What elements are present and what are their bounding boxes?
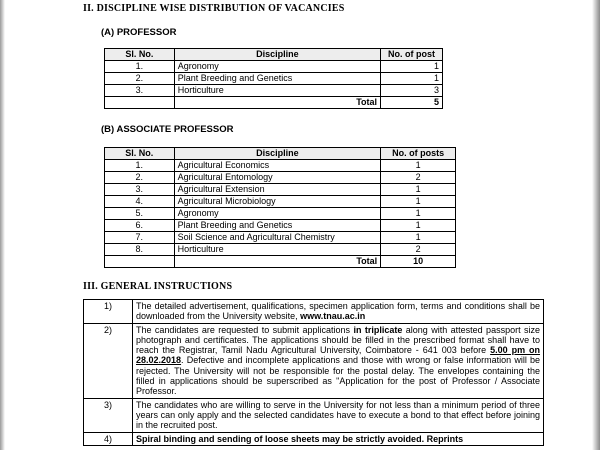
cell-empty (105, 97, 175, 109)
instruction-row (84, 432, 544, 445)
cell-posts: 1 (381, 160, 456, 172)
header-discipline: Discipline (174, 49, 380, 61)
header-sl-no: Sl. No. (105, 49, 175, 61)
associate-table (104, 147, 456, 268)
total-row (105, 97, 443, 109)
instruction-number: 3) (84, 398, 133, 432)
total-value: 10 (381, 256, 456, 268)
instruction-text (133, 323, 544, 398)
cell-discipline: Agricultural Entomology (174, 172, 381, 184)
website-link[interactable]: www.tnau.ac.in (300, 311, 366, 322)
table-row (105, 160, 456, 172)
header-discipline: Discipline (174, 148, 381, 160)
instruction-number: 2) (84, 323, 133, 398)
cell-sl: 2. (105, 172, 175, 184)
instruction-number: 1) (84, 300, 133, 324)
table-row (105, 232, 456, 244)
cell-empty (105, 256, 175, 268)
instruction-text-part: The candidates are requested to submit applications (136, 324, 354, 335)
professor-table (104, 48, 443, 109)
cell-posts: 1 (381, 184, 456, 196)
instruction-row (84, 300, 544, 324)
instruction-text-part: . Reprints (421, 433, 464, 444)
cell-discipline: Agricultural Extension (174, 184, 381, 196)
table-row (105, 208, 456, 220)
cell-sl: 1. (105, 160, 175, 172)
cell-discipline: Agronomy (174, 61, 380, 73)
table-row (105, 244, 456, 256)
cell-discipline: Horticulture (174, 244, 381, 256)
cell-sl: 6. (105, 220, 175, 232)
cell-sl: 8. (105, 244, 175, 256)
instruction-text (133, 432, 544, 445)
cell-posts: 2 (381, 244, 456, 256)
table-row (105, 172, 456, 184)
cell-posts: 1 (381, 232, 456, 244)
emphasis-triplicate: in triplicate (353, 324, 403, 335)
table-row (105, 196, 456, 208)
cell-discipline: Agricultural Microbiology (174, 196, 381, 208)
total-label: Total (174, 256, 381, 268)
cell-discipline: Horticulture (174, 85, 380, 97)
cell-sl: 3. (105, 85, 175, 97)
table-row (105, 184, 456, 196)
cell-posts: 1 (381, 196, 456, 208)
table-row (105, 220, 456, 232)
instruction-row (84, 323, 544, 398)
page-left-shadow (0, 0, 5, 450)
cell-discipline: Agricultural Economics (174, 160, 381, 172)
cell-discipline: Agronomy (174, 208, 381, 220)
instruction-text-part: The detailed advertisement, qualifications, specimen application form, terms and conditions shall be downloaded from the University website, (136, 301, 540, 322)
instruction-text (133, 398, 544, 432)
cell-posts: 1 (381, 208, 456, 220)
cell-sl: 7. (105, 232, 175, 244)
instruction-number: 4) (84, 432, 133, 445)
cell-sl: 5. (105, 208, 175, 220)
cell-sl: 1. (105, 61, 175, 73)
section-heading-discipline: II. DISCIPLINE WISE DISTRIBUTION OF VACANCIES (83, 3, 345, 14)
professor-heading: (A) PROFESSOR (101, 27, 177, 38)
cell-discipline: Soil Science and Agricultural Chemistry (174, 232, 381, 244)
cell-sl: 4. (105, 196, 175, 208)
cell-sl: 2. (105, 73, 175, 85)
total-row (105, 256, 456, 268)
emphasis-spiral-binding: Spiral binding and sending of loose sheets may be strictly avoided (136, 433, 422, 444)
cell-discipline: Plant Breeding and Genetics (174, 220, 381, 232)
header-no-of-posts: No. of posts (381, 148, 456, 160)
instruction-text-part: The candidates who are willing to serve in the University for not less than a minimum period of three years can only apply and the selected candidates have to execute a bond to that effect before joining in the recruited post. (136, 399, 540, 431)
instruction-text-part: . Defective and incomplete applications and those with wrong or false information will be rejected. The University will not be responsible for the postal delay. The envelopes containing the filled in applications should be superscribed as "Application for the post of Professor / Associate Professor. (136, 355, 540, 397)
page-right-shadow (592, 0, 600, 450)
cell-posts: 2 (381, 172, 456, 184)
table-row (105, 61, 443, 73)
general-instructions-table (83, 299, 544, 446)
header-no-of-post: No. of post (381, 49, 443, 61)
table-row (105, 73, 443, 85)
table-row (105, 85, 443, 97)
header-sl-no: Sl. No. (105, 148, 175, 160)
table-header-row (105, 148, 456, 160)
deadline: 5.00 pm on 28.02.2018 (136, 345, 541, 366)
total-value: 5 (381, 97, 443, 109)
cell-posts: 3 (381, 85, 443, 97)
instruction-text (133, 300, 544, 324)
cell-discipline: Plant Breeding and Genetics (174, 73, 380, 85)
table-header-row (105, 49, 443, 61)
cell-posts: 1 (381, 220, 456, 232)
instruction-text-part: along with attested passport size photograph and certificates. The applications should be filled in the prescribed format shall have to reach the Registrar, Tamil Nadu Agricultural University, Coimbatore - 641 003 before (136, 324, 540, 356)
section-heading-general: III. GENERAL INSTRUCTIONS (83, 281, 233, 292)
cell-posts: 1 (381, 61, 443, 73)
cell-posts: 1 (381, 73, 443, 85)
total-label: Total (174, 97, 380, 109)
instruction-row (84, 398, 544, 432)
cell-sl: 3. (105, 184, 175, 196)
associate-heading: (B) ASSOCIATE PROFESSOR (101, 124, 234, 135)
